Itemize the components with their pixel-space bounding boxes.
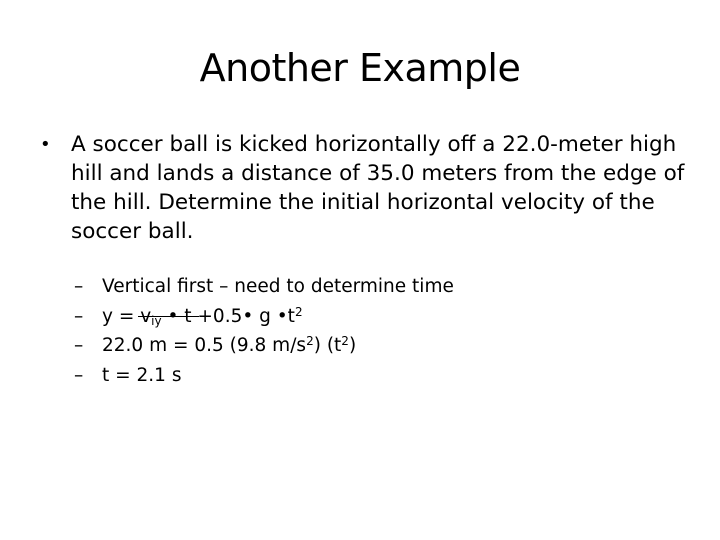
step-result xyxy=(74,361,674,391)
calc-part-1: 22.0 m = 0.5 (9.8 m/s xyxy=(102,335,307,356)
calc-exponent-2: 2 xyxy=(341,334,349,348)
velocity-subscript: iy xyxy=(151,313,162,328)
bullet-dot: • xyxy=(40,134,51,155)
result-text: t = 2.1 s xyxy=(102,364,182,386)
bullet-text: A soccer ball is kicked horizontally off a 22.0-meter high hill and lands a distance of 35.0 meters from the edge of the hill. Determine the initial horizontal velocity of the soccer ball. xyxy=(71,132,685,244)
step-vertical-first xyxy=(74,272,674,302)
struck-term xyxy=(140,306,197,327)
step-equation xyxy=(74,302,674,332)
slide-title: Another Example xyxy=(199,46,521,90)
substitution xyxy=(102,331,356,361)
problem-statement xyxy=(40,130,710,246)
dash-marker: – xyxy=(74,305,84,327)
equation xyxy=(102,302,303,332)
equation-exponent: 2 xyxy=(294,304,303,319)
velocity-symbol: v xyxy=(140,305,152,327)
step-substitution xyxy=(74,331,674,361)
step-text: Vertical first – need to determine time xyxy=(102,276,454,297)
solution-steps xyxy=(74,272,674,390)
calc-part-3: ) xyxy=(348,335,357,356)
dash-marker: – xyxy=(74,364,84,386)
dash-marker: – xyxy=(74,335,84,356)
equation-rest: +0.5• g •t xyxy=(197,305,295,327)
calc-exponent-1: 2 xyxy=(306,334,314,348)
calc-part-2: ) (t xyxy=(313,335,342,356)
struck-time: • t xyxy=(161,305,198,327)
equation-prefix: y = xyxy=(102,305,141,327)
bullet-item xyxy=(40,130,710,246)
dash-marker: – xyxy=(74,276,84,297)
